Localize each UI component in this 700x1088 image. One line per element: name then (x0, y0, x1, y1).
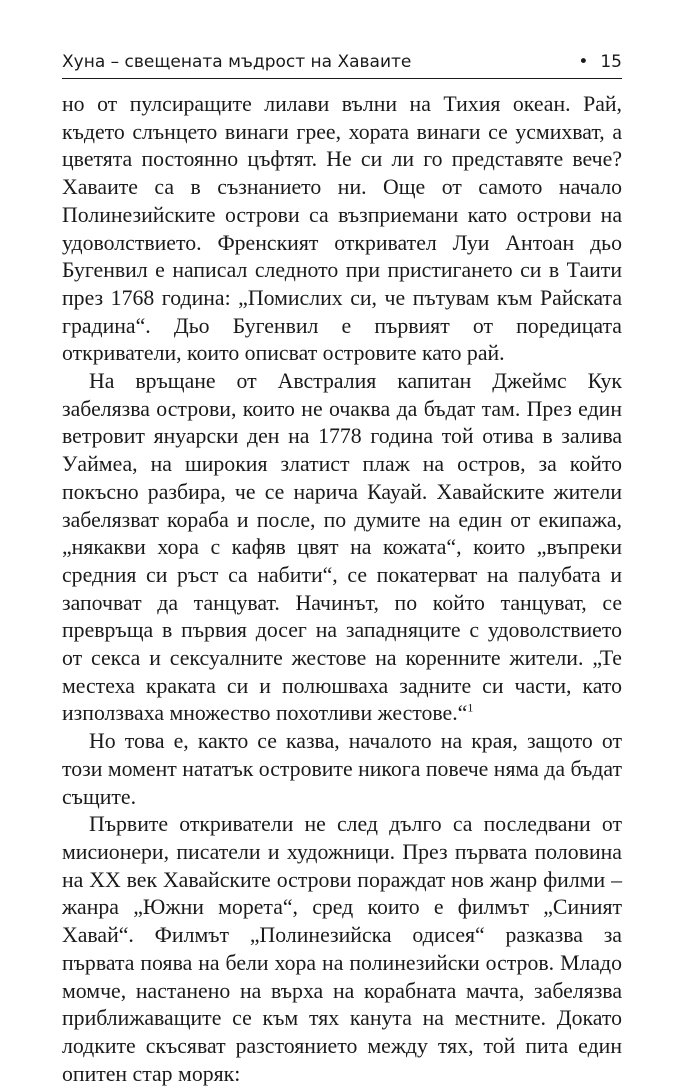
paragraph-3-text: Но това е, както се казва, началото на края, защото от този момент нататък островите никога повече няма да бъдат същите. (62, 729, 623, 809)
page-number: 15 (600, 52, 622, 72)
bullet-icon: • (578, 52, 589, 72)
running-head-title: Хуна – свещената мъдрост на Хаваите (62, 52, 412, 72)
paragraph-3 (62, 728, 622, 811)
paragraph-1 (62, 91, 622, 368)
paragraph-2-text: На връщане от Австралия капитан Джеймс Кук забелязва острови, които не очаква да бъдат там. През един ветровит януарски ден на 1778 година той отива в залива Уаймеа, на широкия златист плаж на остров, за който покъсно разбира, че се нарича Кауай. Хавайските жители забелязват кораба и после, по думите на един от екипажа, „някакви хора с кафяв цвят на кожата“, които „въпреки средния си ръст са набити“, се покатерват на палубата и започват да танцуват. Начинът, по който танцуват, се превръща в първия досег на западняците с удоволствието от секса и сексуалните жестове на коренните жители. „Те местеха краката си и полюшваха задните си части, като използваха множество похотливи жестове.“ (62, 369, 622, 726)
paragraph-4 (62, 811, 622, 1088)
paragraph-2 (62, 368, 622, 728)
footnote-ref: 1 (467, 701, 474, 716)
paragraph-1-text: но от пулсиращите лилави вълни на Тихия океан. Рай, където слънцето винаги грее, хората винаги се усмихват, а цветята постоянно цъфтят. Не си ли го представяте вече? Хаваите са в съзнанието ни. Още от самото начало Полинезийските острови са възприемани като острови на удоволствието. Френският откривател Луи Антоан дьо Бугенвил е написал следното при пристигането си в Таити през 1768 година: „Помислих си, че пътувам към Райската градина“. Дьо Бугенвил е първият от поредицата откриватели, които описват островите като рай. (62, 92, 622, 366)
header-rule (62, 78, 622, 79)
body-text (62, 91, 622, 1088)
running-head (62, 50, 622, 74)
paragraph-4-text: Първите откриватели не след дълго са последвани от мисионери, писатели и художници. През първата половина на XX век Хавайските острови пораждат нов жанр филми – жанра „Южни морета“, сред които е филмът „Синият Хавай“. Филмът „Полинезийска одисея“ разказва за първата поява на бели хора на полинезийски остров. Младо момче, настанено на върха на корабната мачта, забелязва приближаващите се към тях канута на местните. Докато лодките скъсяват разстоянието между тях, той пита един опитен стар моряк: (62, 812, 622, 1086)
page-number-group (578, 50, 622, 74)
